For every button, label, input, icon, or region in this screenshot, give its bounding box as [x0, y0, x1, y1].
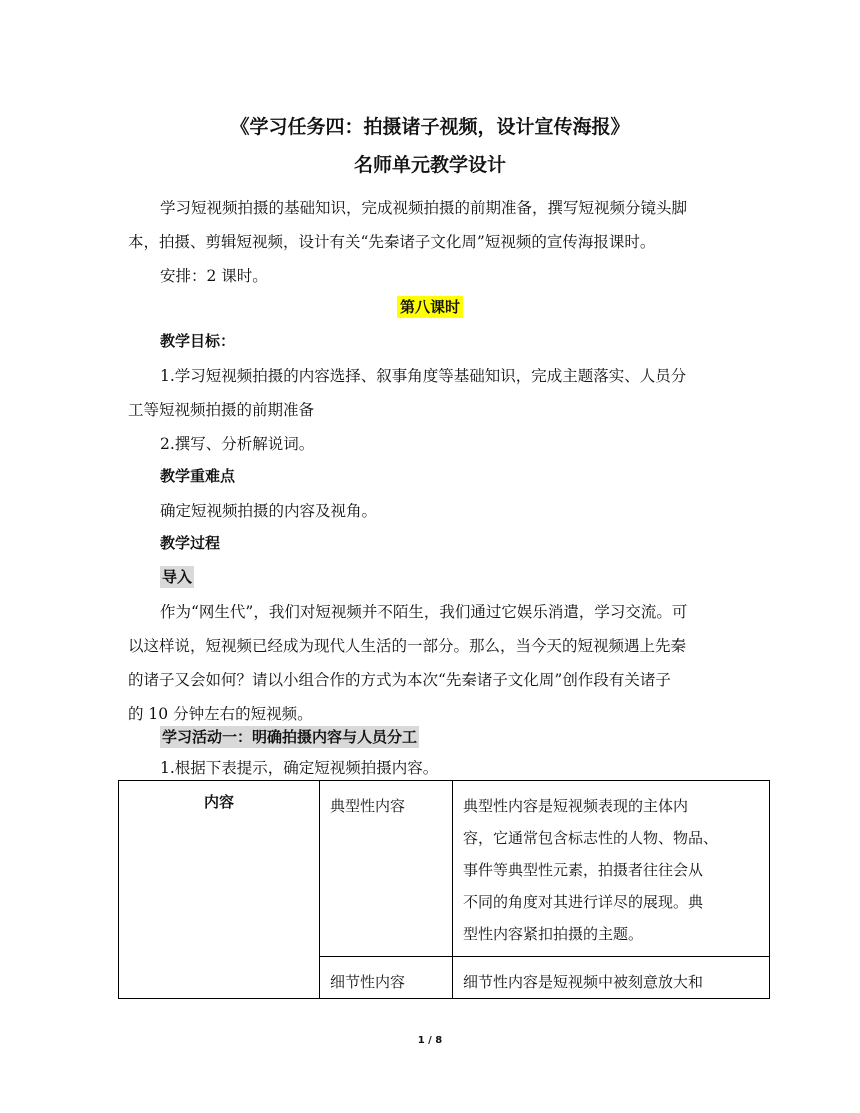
- key-points-text: 确定短视频拍摄的内容及视角。: [160, 502, 378, 520]
- activity-1-heading: 学习活动一：明确拍摄内容与人员分工: [162, 728, 418, 746]
- content-table: [118, 780, 770, 999]
- row2-type: 细节性内容: [330, 973, 406, 991]
- row1-desc-line-5: 型性内容紧扣拍摄的主题。: [463, 925, 644, 943]
- row1-type: 典型性内容: [330, 797, 406, 815]
- activity-1-step: 1.根据下表提示，确定短视频拍摄内容。: [160, 759, 439, 777]
- objective-1-line-1: 1.学习短视频拍摄的内容选择、叙事角度等基础知识，完成主题落实、人员分: [160, 367, 687, 385]
- lead-in-label-wrap: [160, 566, 194, 587]
- lead-in-label: 导入: [162, 568, 193, 586]
- objectives-heading: 教学目标：: [160, 332, 236, 350]
- lead-in-line-1: 作为“网生代”，我们对短视频并不陌生，我们通过它娱乐消遣，学习交流。可: [160, 603, 688, 621]
- intro-line-1: 学习短视频拍摄的基础知识，完成视频拍摄的前期准备，撰写短视频分镜头脚: [160, 199, 688, 217]
- table-row: [119, 781, 770, 957]
- lead-in-line-3: 的诸子又会如何？请以小组合作的方式为本次“先秦诸子文化周”创作段有关诸子: [128, 671, 671, 689]
- schedule-text: 安排：2 课时。: [160, 267, 268, 285]
- page-number: 1 / 8: [417, 1035, 443, 1046]
- table-head-label: 内容: [203, 793, 234, 811]
- table-head-cell: [119, 781, 320, 999]
- row2-type-cell: [320, 957, 453, 999]
- row2-desc-cell: [453, 957, 770, 999]
- intro-line-2: 本，拍摄、剪辑短视频，设计有关“先秦诸子文化周”短视频的宣传海报课时。: [128, 233, 656, 251]
- lesson-label-wrap: [0, 296, 860, 317]
- row2-desc-line-1: 细节性内容是短视频中被刻意放大和: [463, 973, 704, 991]
- activity-1-heading-wrap: [160, 726, 419, 747]
- objective-2: 2.撰写、分析解说词。: [160, 435, 315, 453]
- document-subtitle: 名师单元教学设计: [353, 154, 506, 176]
- row1-desc-line-4: 不同的角度对其进行详尽的展现。典: [463, 893, 704, 911]
- row1-desc-line-2: 容，它通常包含标志性的人物、物品、: [463, 829, 719, 847]
- lead-in-line-2: 以这样说，短视频已经成为现代人生活的一部分。那么，当今天的短视频遇上先秦: [128, 637, 687, 655]
- lesson-label: 第八课时: [397, 296, 463, 318]
- row1-desc-line-1: 典型性内容是短视频表现的主体内: [463, 797, 689, 815]
- objective-1-line-2: 工等短视频拍摄的前期准备: [128, 401, 315, 419]
- process-heading: 教学过程: [160, 534, 221, 552]
- document-title: 《学习任务四：拍摄诸子视频，设计宣传海报》: [230, 116, 630, 138]
- lead-in-line-4: 的 10 分钟左右的短视频。: [128, 705, 313, 723]
- key-points-heading: 教学重难点: [160, 467, 236, 485]
- row1-desc-cell: [453, 781, 770, 957]
- row1-desc-line-3: 事件等典型性元素，拍摄者往往会从: [463, 861, 704, 879]
- row1-type-cell: [320, 781, 453, 957]
